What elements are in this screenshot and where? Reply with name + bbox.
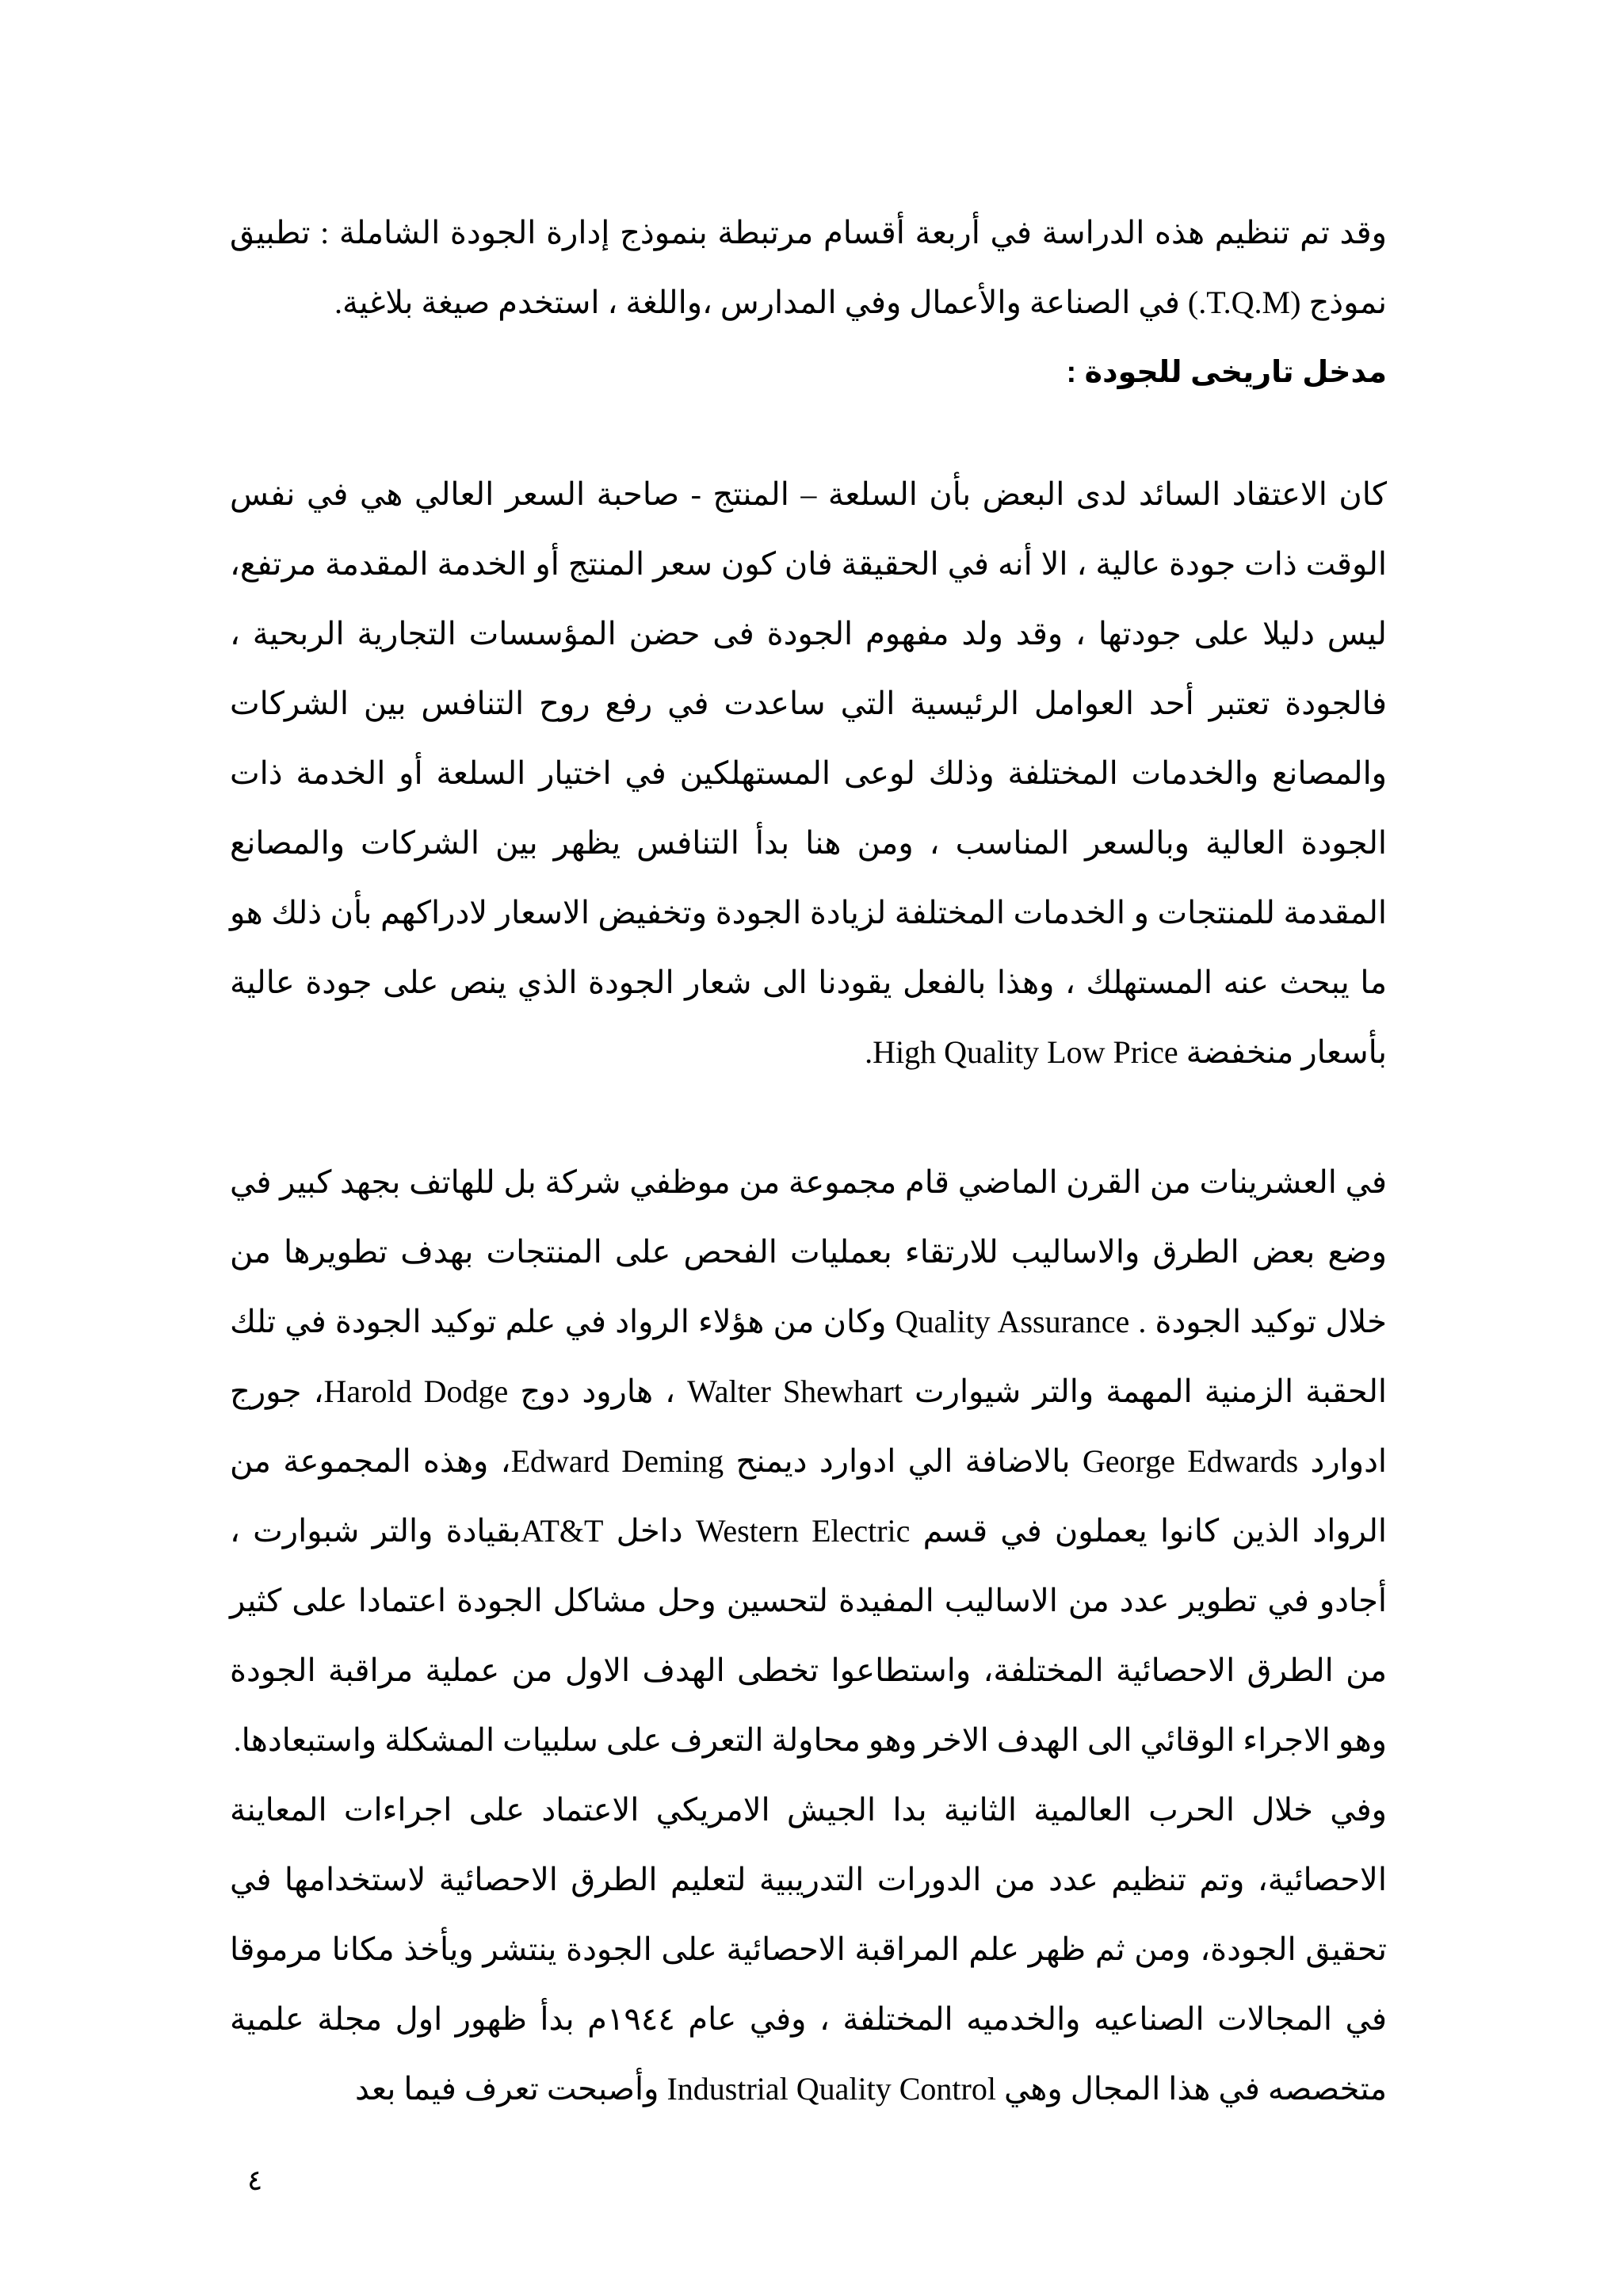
section-heading: مدخل تاريخى للجودة : — [1066, 356, 1387, 389]
document-body — [230, 198, 1387, 2124]
page-number: ٤ — [247, 2164, 263, 2196]
intro-paragraph: وقد تم تنظيم هذه الدراسة في أربعة أقسام مرتبطة بنموذج إدارة الجودة الشاملة : تطبيق نموذج (T.Q.M.) في الصناعة والأعمال وفي المدارس ،واللغة ، استخدم صيغة بلاغية. — [230, 215, 1387, 320]
history-paragraph: كان الاعتقاد السائد لدى البعض بأن السلعة – المنتج - صاحبة السعر العالي هي في نفس الوقت ذات جودة عالية ، الا أنه في الحقيقة فان كون سعر المنتج أو الخدمة المقدمة مرتفع، ليس دليلا على جودتها ، وقد ولد مفهوم الجودة فى حضن المؤسسات التجارية الربحية ، فالجودة تعتبر أحد العوامل الرئيسية التي ساعدت في رفع روح التنافس بين الشركات والمصانع والخدمات المختلفة وذلك لوعى المستهلكين في اختيار السلعة أو الخدمة ذات الجودة العالية وبالسعر المناسب ، ومن هنا بدأ التنافس يظهر بين الشركات والمصانع المقدمة للمنتجات و الخدمات المختلفة لزيادة الجودة وتخفيض الاسعار لادراكهم بأن ذلك هو ما يبحث عنه المستهلك ، وهذا بالفعل يقودنا الى شعار الجودة الذي ينص على جودة عالية بأسعار منخفضة High Quality Low Price. — [230, 476, 1388, 1070]
ww2-paragraph: وفي خلال الحرب العالمية الثانية بدا الجيش الامريكي الاعتماد على اجراءات المعاينة الاحصائية، وتم تنظيم عدد من الدورات التدريبية لتعليم الطرق الاحصائية لاستخدامها في تحقيق الجودة، ومن ثم ظهر علم المراقبة الاحصائية على الجودة ينتشر ويأخذ مكانا مرموقا في المجالات الصناعيه والخدميه المختلفة ، وفي عام ١٩٤٤م بدأ ظهور اول مجلة علمية متخصصه في هذا المجال وهي Industrial Quality Control وأصبحت تعرف فيما بعد — [230, 1792, 1387, 2107]
twenties-paragraph: في العشرينات من القرن الماضي قام مجموعة من موظفي شركة بل للهاتف بجهد كبير في وضع بعض الطرق والاساليب للارتقاء بعمليات الفحص على المنتجات بهدف تطويرها من خلال توكيد الجودة . Quality Assurance وكان من هؤلاء الرواد في علم توكيد الجودة في تلك الحقبة الزمنية المهمة والتر شيوارت Walter Shewhart ، هارود دوج Harold Dodge، جورج ادوارد George Edwards بالاضافة الي ادوارد ديمنح Edward Deming، وهذه المجموعة من الرواد الذين كانوا يعملون في قسم Western Electric داخل AT&Tبقيادة والتر شبوارت ، أجادو في تطوير عدد من الاساليب المفيدة لتحسين وحل مشاكل الجودة اعتمادا على كثير من الطرق الاحصائية المختلفة، واستطاعوا تخطى الهدف الاول من عملية مراقبة الجودة وهو الاجراء الوقائي الى الهدف الاخر وهو محاولة التعرف على سلبيات المشكلة واستبعادها. — [230, 1164, 1388, 1758]
